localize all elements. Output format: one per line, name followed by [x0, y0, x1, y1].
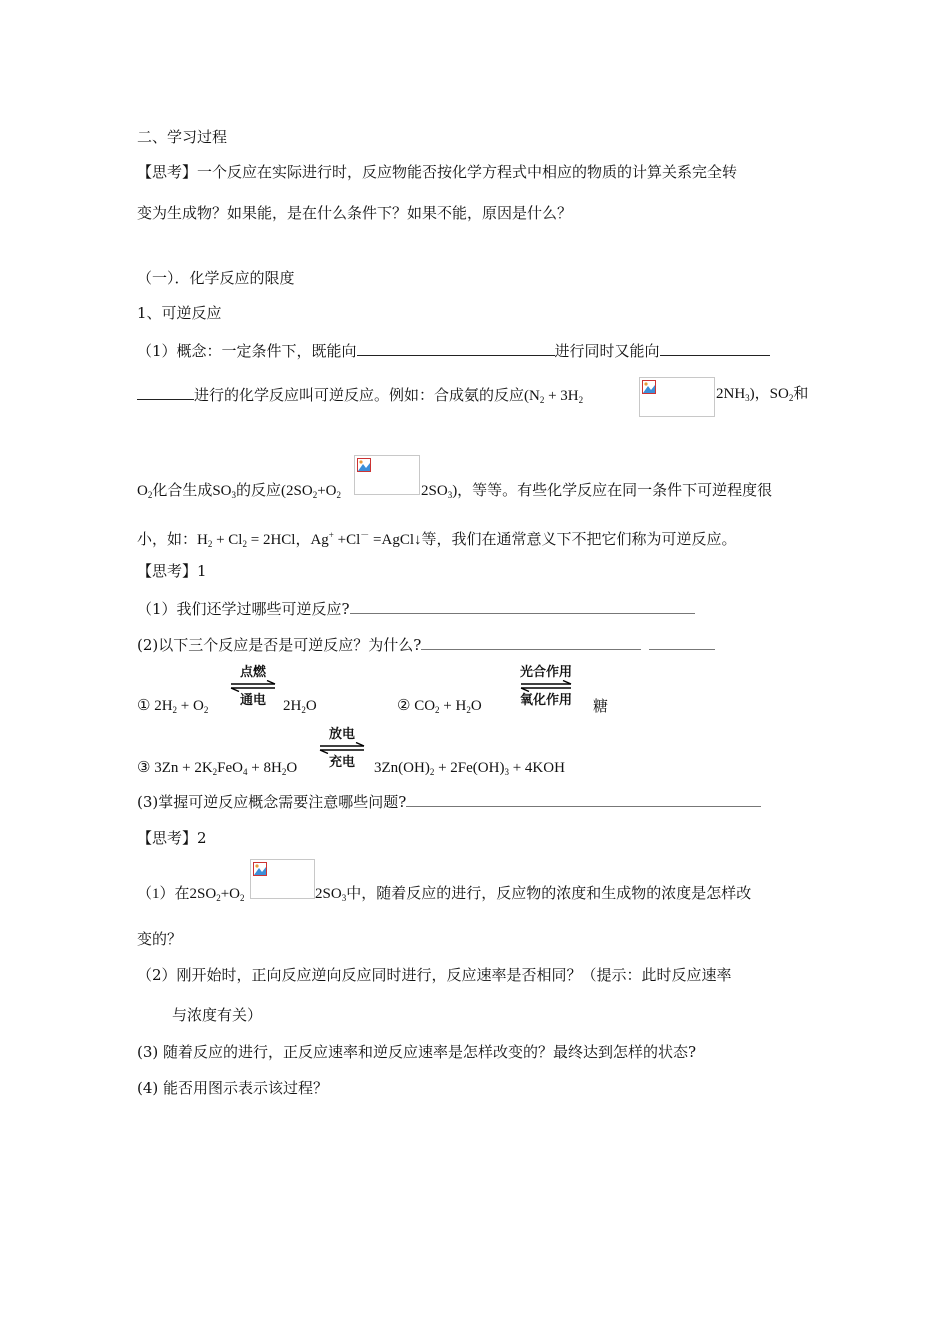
fill-blank[interactable] — [357, 340, 555, 356]
think1-tag: 【思考】1 — [137, 562, 207, 580]
missing-image-placeholder — [639, 377, 715, 417]
think-intro-line1: 【思考】一个反应在实际进行时，反应物能否按化学方程式中相应的物质的计算关系完全转 — [137, 163, 738, 181]
fill-blank[interactable] — [660, 340, 770, 356]
equilibrium-arrow-icon — [229, 680, 277, 692]
reaction-2-lhs: ② $CO_2 + H_2O$ — [397, 698, 482, 715]
concept-line2-tail: $2NH_3$)，$SO_2$和 — [716, 386, 809, 403]
section-heading: 二、学习过程 — [137, 128, 228, 146]
think1-q2: (2)以下三个反应是否是可逆反应？为什么? — [137, 634, 715, 655]
reaction-3-rhs: $3Zn(OH)_2 + 2Fe(OH)_3 + 4KOH$ — [374, 760, 565, 777]
missing-image-placeholder — [354, 455, 420, 495]
reversible-arrow: 光合作用 氧化作用 — [515, 666, 577, 716]
equilibrium-arrow-icon — [515, 680, 577, 692]
concept-line1: （1）概念：一定条件下，既能向 进行同时又能向 — [137, 340, 770, 361]
subsection-title: 1、可逆反应 — [137, 304, 222, 322]
reversible-arrow: 点燃 通电 — [229, 666, 277, 716]
think2-q4: (4) 能否用图示表示该过程？ — [137, 1079, 329, 1097]
think1-q1: （1）我们还学过哪些可逆反应? — [137, 598, 695, 619]
think2-q1: （1）在$2SO_2+O_2$ — [137, 886, 245, 903]
reaction-1-lhs: ① $2H_2 + O_2$ — [137, 698, 209, 715]
broken-image-icon — [357, 458, 371, 472]
concept-line4: 小，如：$H_2 + Cl_2 = 2HCl$，Ag+ +Cl－ =AgCl↓等，我们在通常意义下不把它们称为可逆反应。 — [137, 530, 737, 549]
think2-q2: （2）刚开始时，正向反应逆向反应同时进行，反应速率是否相同？（提示：此时反应速率 — [137, 966, 732, 984]
broken-image-icon — [642, 380, 656, 394]
answer-line[interactable] — [421, 634, 641, 650]
think2-q3: (3) 随着反应的进行，正反应速率和逆反应速率是怎样改变的？最终达到怎样的状态? — [137, 1043, 697, 1061]
reaction-3-lhs: ③ $3Zn + 2K_2FeO_4 + 8H_2O$ — [137, 760, 298, 777]
equilibrium-arrow-icon — [318, 742, 366, 754]
think-intro-line2: 变为生成物？如果能，是在什么条件下？如果不能，原因是什么？ — [137, 204, 573, 222]
concept-line2: 进行的化学反应叫可逆反应。例如：合成氨的反应($N_2 + 3H_2$ — [137, 384, 583, 410]
think2-tag: 【思考】2 — [137, 829, 207, 847]
fill-blank[interactable] — [137, 384, 194, 400]
reversible-arrow: 放电 充电 — [318, 728, 366, 778]
answer-line[interactable] — [350, 598, 695, 614]
think1-q3: (3)掌握可逆反应概念需要注意哪些问题? — [137, 791, 761, 812]
concept-line3-tail: $2SO_3$)，等等。有些化学反应在同一条件下可逆程度很 — [421, 483, 773, 500]
concept-line3: $O_2$化合生成$SO_3$的反应($2SO_2+O_2$ — [137, 483, 341, 500]
think2-q1-tail: $2SO_3$中，随着反应的进行，反应物的浓度和生成物的浓度是怎样改 — [315, 886, 752, 903]
broken-image-icon — [253, 862, 267, 876]
reaction-2-rhs: 糖 — [593, 697, 609, 715]
reaction-1-rhs: $2H_2O$ — [283, 698, 317, 715]
think2-q2-cont: 与浓度有关） — [172, 1006, 263, 1024]
answer-line[interactable] — [406, 791, 761, 807]
missing-image-placeholder — [250, 859, 315, 899]
think-tag: 【思考】 — [137, 163, 198, 181]
think2-q1-cont: 变的？ — [137, 930, 183, 948]
answer-line[interactable] — [649, 634, 715, 650]
section-title: （一）．化学反应的限度 — [137, 269, 295, 287]
